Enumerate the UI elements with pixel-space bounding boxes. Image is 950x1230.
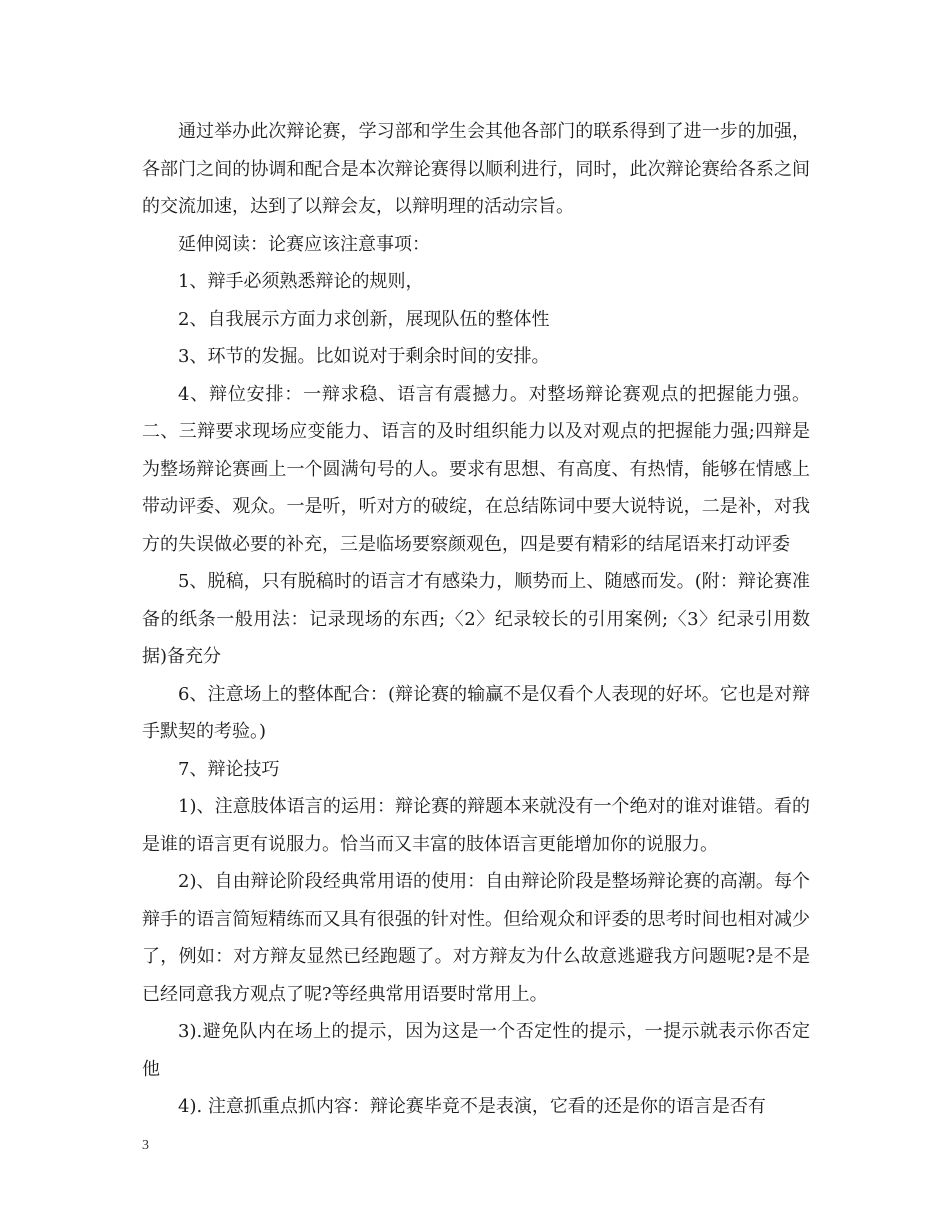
list-item-7: 7、辩论技巧 (178, 758, 280, 780)
sub-item-2: 2)、自由辩论阶段经典常用语的使用：自由辩论阶段是整场辩论赛的高潮。每个辩手的语言简短精练而又具有很强的针对性。但给观众和评委的思考时间也相对减少了，例如：对方辩友显然已经跑题了。对方辩友为什么故意逃避我方问题呢?是不是已经同意我方观点了呢?等经典常用语要时常用上。 (142, 871, 810, 1005)
sub-item-1: 1)、注意肢体语言的运用：辩论赛的辩题本来就没有一个绝对的谁对谁错。看的是谁的语言更有说服力。恰当而又丰富的肢体语言更能增加你的说服力。 (142, 796, 810, 855)
page-number: 3 (142, 1138, 149, 1153)
list-item-5: 5、脱稿，只有脱稿时的语言才有感染力，顺势而上、随感而发。(附：辩论赛准备的纸条一般用法：记录现场的东西;〈2〉纪录较长的引用案例;〈3〉纪录引用数据)备充分 (142, 571, 810, 667)
list-item-4: 4、辩位安排：一辩求稳、语言有震撼力。对整场辩论赛观点的把握能力强。二、三辩要求现场应变能力、语言的及时组织能力以及对观点的把握能力强;四辩是为整场辩论赛画上一个圆满句号的人。要求有思想、有高度、有热情，能够在情感上带动评委、观众。一是听，听对方的破绽，在总结陈词中要大说特说，二是补，对我方的失误做必要的补充，三是临场要察颜观色，四是要有精彩的结尾语来打动评委 (142, 383, 810, 555)
paragraph-summary: 通过举办此次辩论赛，学习部和学生会其他各部门的联系得到了进一步的加强，各部门之间的协调和配合是本次辩论赛得以顺利进行，同时，此次辩论赛给各系之间的交流加速，达到了以辩会友，以辩明理的活动宗旨。 (142, 121, 810, 217)
sub-item-4: 4). 注意抓重点抓内容：辩论赛毕竟不是表演，它看的还是你的语言是否有 (178, 1096, 766, 1117)
sub-item-3: 3).避免队内在场上的提示，因为这是一个否定性的提示，一提示就表示你否定他 (142, 1021, 810, 1080)
list-item-2: 2、自我展示方面力求创新，展现队伍的整体性 (178, 308, 550, 330)
paragraph-extended-reading-heading: 延伸阅读：论赛应该注意事项： (178, 233, 430, 255)
list-item-1: 1、辩手必须熟悉辩论的规则， (178, 271, 424, 292)
document-body (142, 113, 810, 1126)
list-item-3: 3、环节的发掘。比如说对于剩余时间的安排。 (178, 346, 550, 367)
list-item-6: 6、注意场上的整体配合：(辩论赛的输赢不是仅看个人表现的好坏。它也是对辩手默契的考验。) (142, 683, 810, 742)
